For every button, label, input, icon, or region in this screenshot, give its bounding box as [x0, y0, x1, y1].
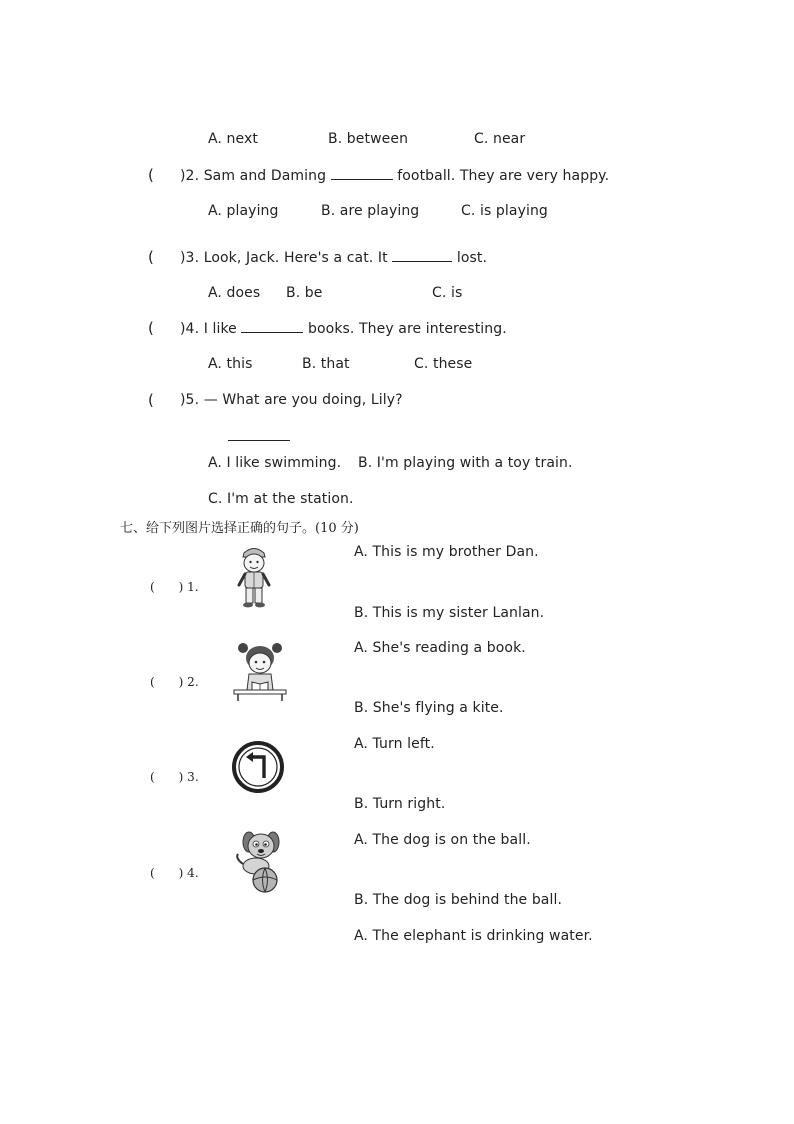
- s7-item2-label: ( ) 2.: [150, 675, 199, 689]
- q1-option-a: A. next: [208, 131, 258, 147]
- q5-option-c: C. I'm at the station.: [208, 491, 354, 507]
- s7-item3-label: ( ) 3.: [150, 770, 199, 784]
- q5-option-b: B. I'm playing with a toy train.: [358, 455, 573, 471]
- q4-option-b: B. that: [302, 356, 350, 372]
- q1-option-b: B. between: [328, 131, 409, 147]
- s7-item4-label: ( ) 4.: [150, 866, 199, 880]
- q2-option-b: B. are playing: [321, 203, 420, 219]
- q5-option-a: A. I like swimming.: [208, 455, 342, 471]
- s7-item1-option-b: B. This is my sister Lanlan.: [354, 605, 545, 621]
- q5-open-paren: (: [148, 391, 154, 409]
- q3-number: )3.: [180, 250, 200, 266]
- q3-answer-blank[interactable]: [392, 249, 452, 262]
- s7-item4-option-b: B. The dog is behind the ball.: [354, 892, 563, 908]
- s7-item1-label: ( ) 1.: [150, 580, 199, 594]
- q3-stem-after: lost.: [456, 250, 488, 266]
- q3-option-a: A. does: [208, 285, 261, 301]
- q4-number: )4.: [180, 321, 200, 337]
- q2-answer-blank[interactable]: [331, 167, 393, 180]
- s7-item3-option-b: B. Turn right.: [354, 796, 446, 812]
- q2-option-c: C. is playing: [461, 203, 548, 219]
- q2-stem-before: Sam and Daming: [203, 168, 327, 184]
- q4-option-a: A. this: [208, 356, 253, 372]
- s7-item5-option-a: A. The elephant is drinking water.: [354, 928, 593, 944]
- q3-open-paren: (: [148, 248, 154, 266]
- q3-option-b: B. be: [286, 285, 323, 301]
- q4-open-paren: (: [148, 319, 154, 337]
- dog-ball-icon: [232, 828, 284, 894]
- section7-title: 七、给下列图片选择正确的句子。(10 分): [120, 521, 359, 536]
- q5-answer-blank[interactable]: [228, 440, 290, 441]
- q3-option-c: C. is: [432, 285, 463, 301]
- q2-stem-after: football. They are very happy.: [397, 168, 610, 184]
- q1-option-c: C. near: [474, 131, 526, 147]
- q2-option-a: A. playing: [208, 203, 279, 219]
- q4-stem-before: I like: [203, 321, 237, 337]
- s7-item4-option-a: A. The dog is on the ball.: [354, 832, 531, 848]
- girl-reading-icon: [232, 640, 288, 702]
- q3-stem-before: Look, Jack. Here's a cat. It: [203, 250, 388, 266]
- q5-stem-text: — What are you doing, Lily?: [203, 392, 403, 408]
- boy-icon: [234, 543, 274, 609]
- q2-open-paren: (: [148, 166, 154, 184]
- q4-stem-after: books. They are interesting.: [308, 321, 507, 337]
- s7-item3-option-a: A. Turn left.: [354, 736, 435, 752]
- s7-item1-option-a: A. This is my brother Dan.: [354, 544, 539, 560]
- q5-number: )5.: [180, 392, 200, 408]
- q4-option-c: C. these: [414, 356, 473, 372]
- q2-number: )2.: [180, 168, 200, 184]
- q4-answer-blank[interactable]: [241, 320, 303, 333]
- q2-stem: [180, 167, 609, 184]
- q3-stem: [180, 249, 487, 266]
- q5-stem: [180, 392, 403, 408]
- turn-left-sign-icon: [231, 740, 285, 794]
- q4-stem: [180, 320, 507, 337]
- s7-item2-option-b: B. She's flying a kite.: [354, 700, 504, 716]
- s7-item2-option-a: A. She's reading a book.: [354, 640, 526, 656]
